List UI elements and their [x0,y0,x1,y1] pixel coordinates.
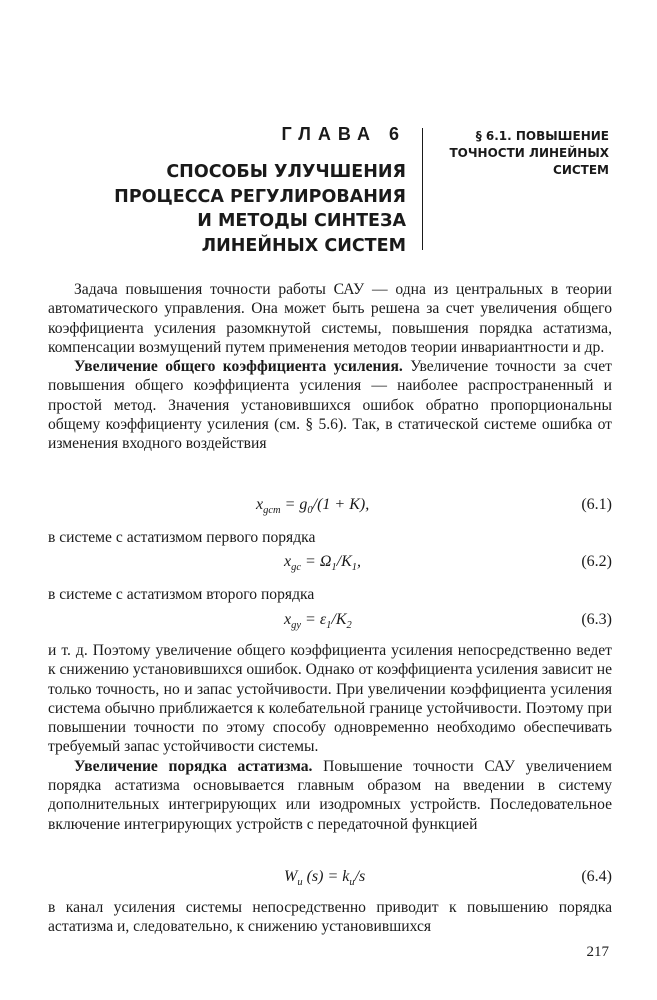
equation-6-1 [48,496,612,518]
chapter-title-line: И МЕТОДЫ СИНТЕЗА [197,211,406,231]
equation-number: (6.1) [581,496,612,513]
paragraph-astatism [48,757,612,834]
chapter-title-line: ЛИНЕЙНЫХ СИСТЕМ [201,235,406,256]
paragraph-heading: Увеличение порядка астатизма. [74,757,313,775]
paragraph-text: Увеличение точности за счет повышения общего коэффициента усиления — наиболее распространенный и простой метод. Значения установившихся ошибок обратно пропорциональны общему коэффициенту усиления (см. § 5.6). Так, в статической системе ошибка от изменения входного воздействия [48,358,612,453]
formula: $W_и$ $(s) = k_и/s$ [284,868,366,889]
formula: $x_{gст} = g_0/(1 + K)$, [256,496,370,517]
paragraph-continuation: в канал усиления системы непосредственно приводит к повышению порядка астатизма и, следовательно, к снижению установившихся [48,899,612,936]
equation-number: (6.2) [581,553,612,570]
paragraph-text: Повышение точности САУ увеличением порядка астатизма основывается главным образом на введении в систему дополнительных интегрирующих или изодромных устройств. Последовательное включение интегрирующих устройств с передаточной функцией [48,757,612,833]
formula: $x_{gy} = \varepsilon_1/K_2$ [284,611,352,632]
equation-6-2 [48,553,612,575]
chapter-label: ГЛАВА 6 [281,124,406,144]
equation-number: (6.4) [581,868,612,885]
paragraph-intro: Задача повышения точности работы САУ — одна из центральных в теории автоматического управления. Она может быть решена за счет увеличения общего коэффициента усиления разомкнутой системы, повышения порядка астатизма, компенсации возмущений путем применения методов теории инвариантности и др. [48,281,612,356]
text-line: в системе с астатизмом второго порядка [48,586,315,603]
equation-6-4 [48,868,612,890]
body-block-main [48,641,612,834]
page-number: 217 [586,944,609,960]
formula: $x_{gc} = \Omega_1/K_1$, [284,553,362,574]
paragraph-gain [48,357,612,453]
paragraph-gain-effect: и т. д. Поэтому увеличение общего коэффициента усиления непосредственно ведет к снижению установившихся ошибок. Однако от коэффициента усиления зависит не только точность, но и запас устойчивости. При увеличении коэффициента усиления система обычно приближается к колебательной границе устойчивости. Поэтому при повышении точности по этому способу одновременно необходимо обеспечивать требуемый запас устойчивости системы. [48,642,612,756]
section-title-line: § 6.1. ПОВЫШЕНИЕ [475,129,609,143]
section-title [449,128,609,179]
chapter-title [114,160,406,258]
equation-number: (6.3) [581,611,612,628]
chapter-title-line: СПОСОБЫ УЛУЧШЕНИЯ [166,162,406,182]
body-block-intro [48,280,612,454]
header-divider [422,128,423,250]
equation-6-3 [48,611,612,633]
section-title-line: СИСТЕМ [553,163,609,177]
paragraph-heading: Увеличение общего коэффициента усиления. [74,358,403,376]
chapter-title-line: ПРОЦЕССА РЕГУЛИРОВАНИЯ [114,186,406,207]
section-title-line: ТОЧНОСТИ ЛИНЕЙНЫХ [449,146,609,160]
text-line: в системе с астатизмом первого порядка [48,529,316,546]
